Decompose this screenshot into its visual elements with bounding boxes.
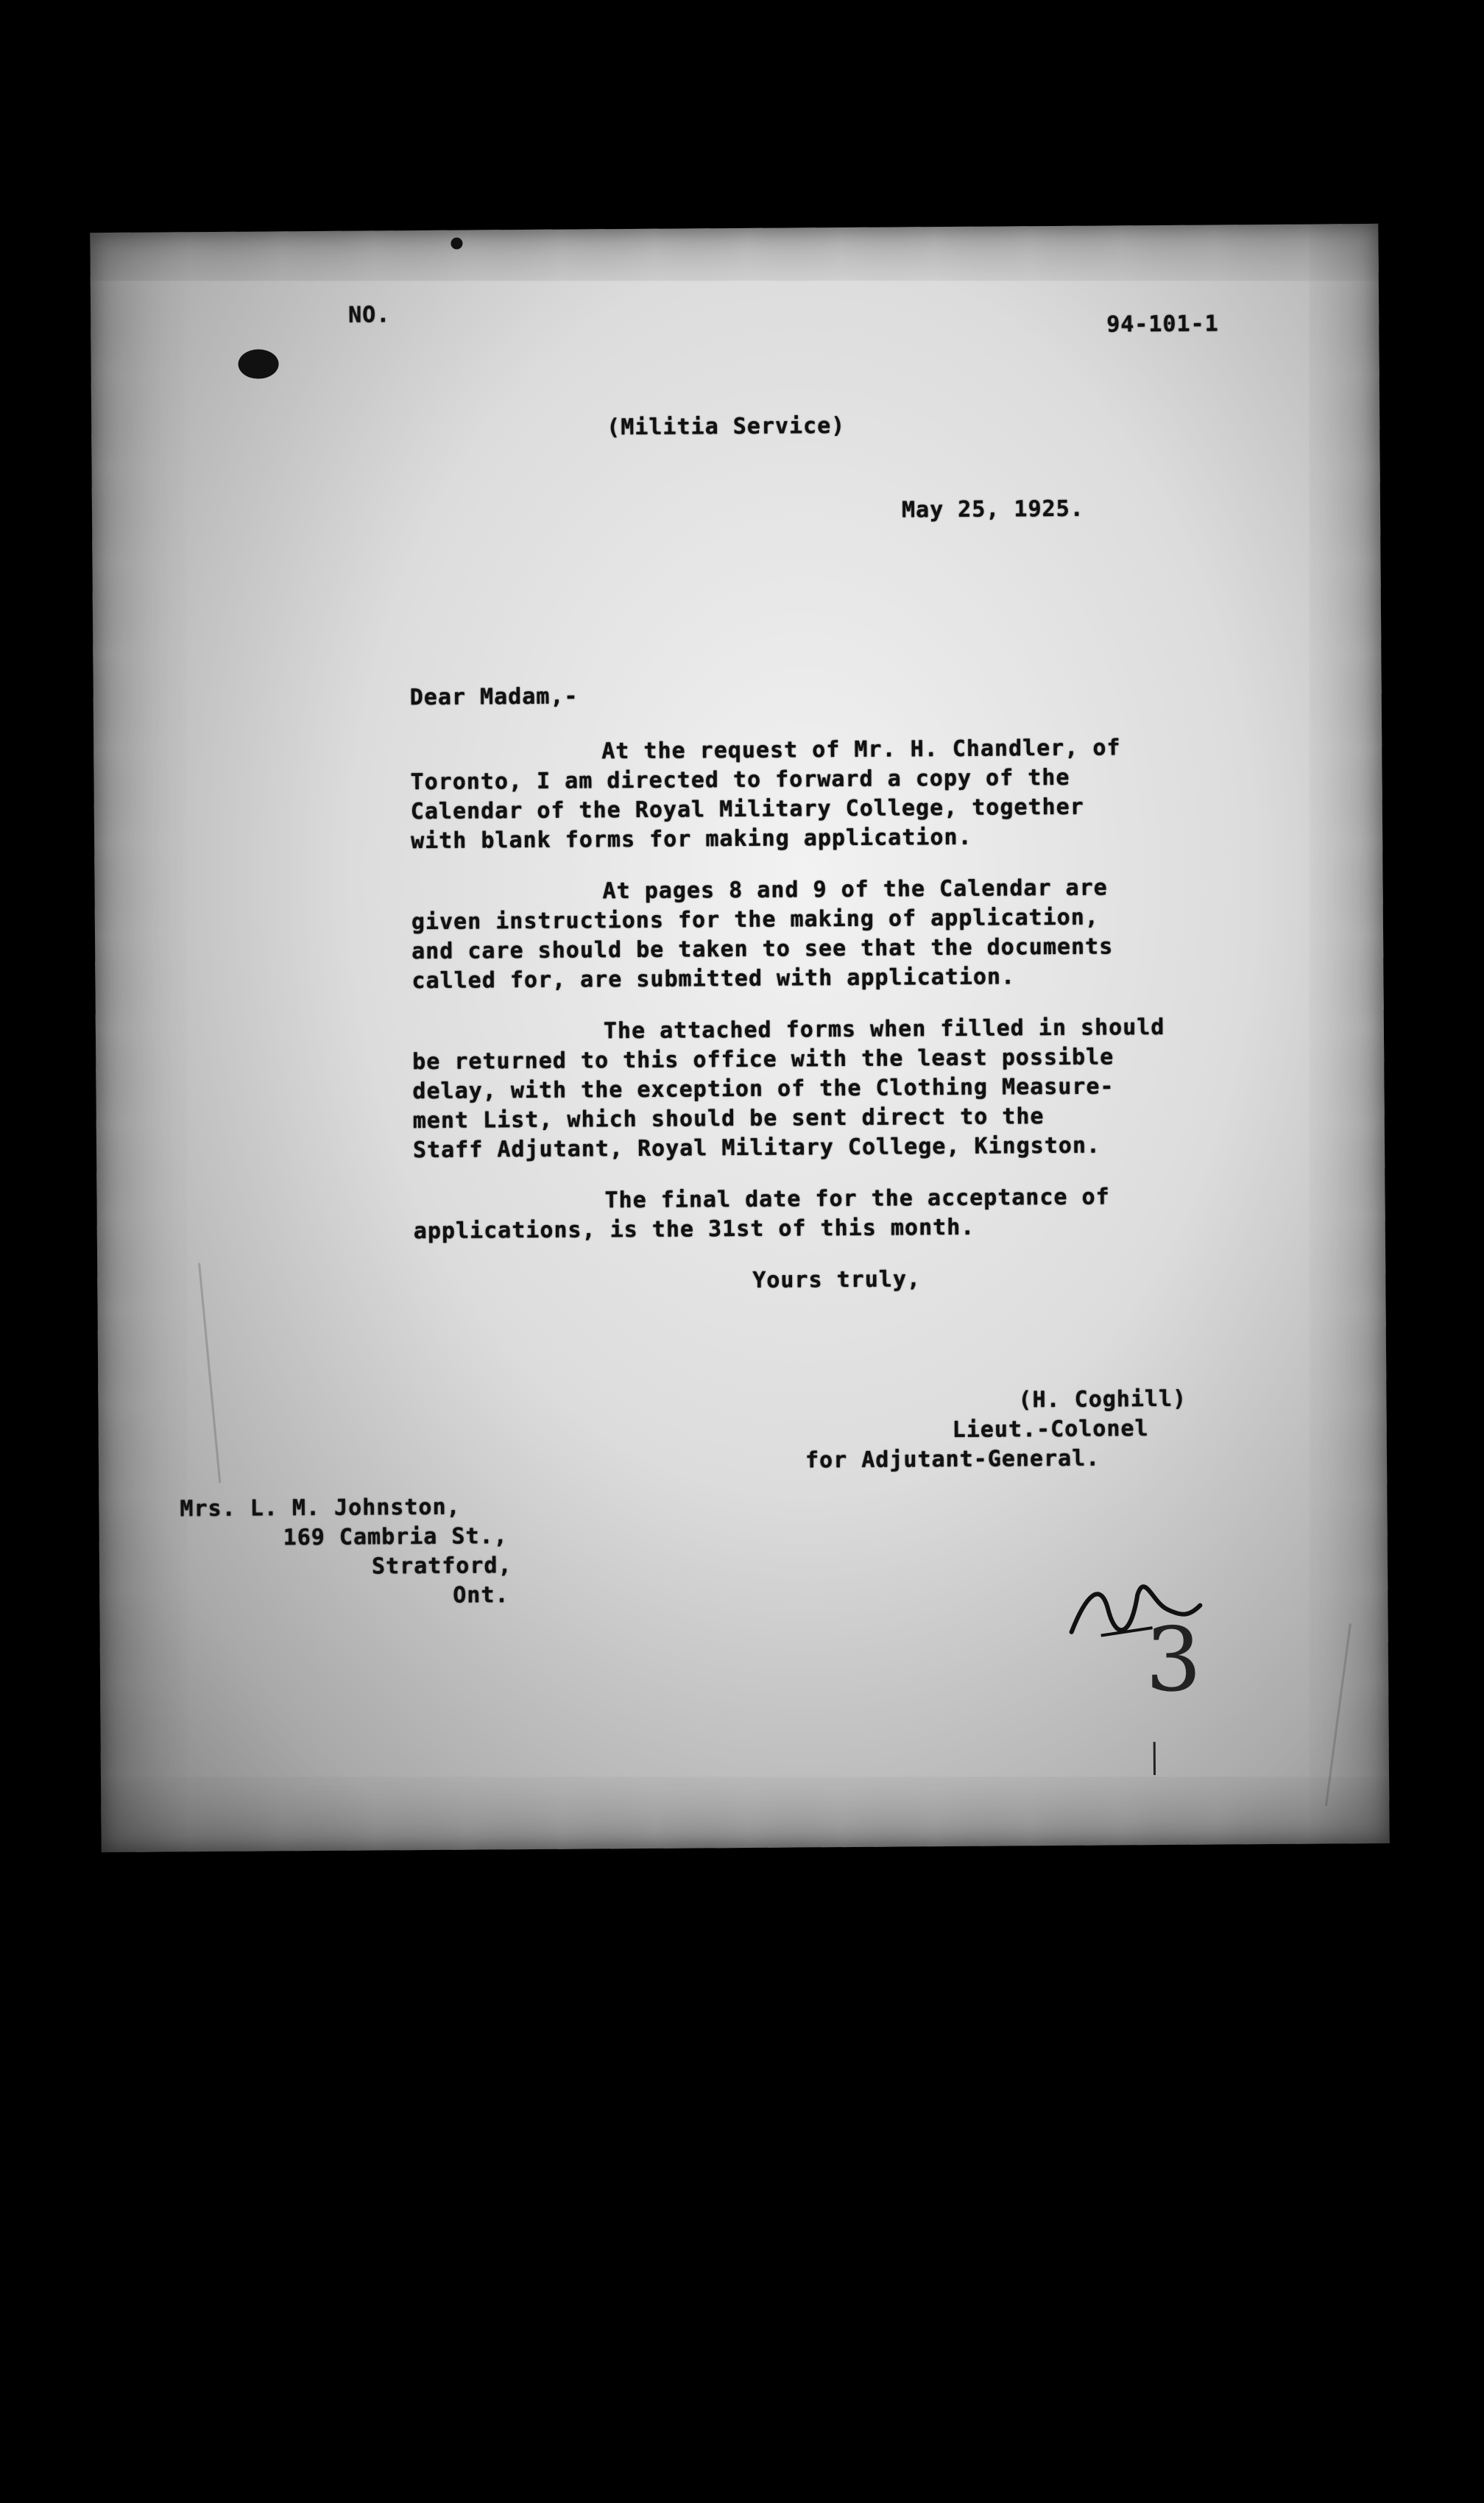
paragraph-3-line-5: Staff Adjutant, Royal Military College, Kingston. [412, 1132, 1101, 1164]
recipient-line-1: Mrs. L. M. Johnston, [180, 1494, 461, 1522]
paragraph-4-line-1: The final date for the acceptance of [604, 1184, 1110, 1214]
recipient-line-3: Stratford, [371, 1553, 512, 1580]
paragraph-4-line-2: applications, is the 31st of this month. [413, 1214, 975, 1245]
paragraph-1-line-1: At the request of Mr. H. Chandler, of [601, 735, 1121, 765]
signature-for: for Adjutant-General. [805, 1445, 1100, 1474]
paragraph-3-line-3: delay, with the exception of the Clothing Measure- [412, 1073, 1114, 1105]
paragraph-1-line-2: Toronto, I am directed to forward a copy of the [410, 764, 1070, 796]
signature-rank: Lieut.-Colonel [952, 1416, 1149, 1443]
service-heading: (Militia Service) [607, 412, 846, 441]
paragraph-2-line-1: At pages 8 and 9 of the Calendar are [602, 875, 1108, 905]
paragraph-3-line-1: The attached forms when filled in should [603, 1014, 1165, 1045]
letter-page [90, 224, 1389, 1852]
pencil-mark [1153, 1742, 1156, 1775]
paragraph-3-line-2: be returned to this office with the least possible [412, 1044, 1114, 1076]
paragraph-2-line-3: and care should be taken to see that the documents [411, 933, 1114, 965]
paper-streak [198, 1263, 221, 1483]
paragraph-2-line-4: called for, are submitted with application. [411, 964, 1016, 995]
recipient-line-2: 169 Cambria St., [283, 1523, 508, 1551]
no-label: NO. [348, 302, 391, 328]
letter-date: May 25, 1925. [901, 495, 1084, 523]
paper-streak [1325, 1623, 1352, 1806]
closing: Yours truly, [752, 1266, 922, 1293]
paragraph-2-line-2: given instructions for the making of application, [411, 904, 1100, 936]
ink-blot [238, 349, 278, 378]
paragraph-1-line-3: Calendar of the Royal Military College, together [410, 794, 1084, 825]
paragraph-1-line-4: with blank forms for making application. [411, 824, 972, 855]
file-number: 94-101-1 [1106, 311, 1219, 338]
ink-speck [451, 238, 462, 250]
salutation: Dear Madam,- [409, 683, 579, 711]
handwritten-page-number: 3 [1145, 1609, 1202, 1712]
signature-name: (H. Coghill) [1018, 1385, 1187, 1413]
paragraph-3-line-4: ment List, which should be sent direct to the [412, 1104, 1045, 1134]
recipient-line-4: Ont. [453, 1582, 509, 1609]
